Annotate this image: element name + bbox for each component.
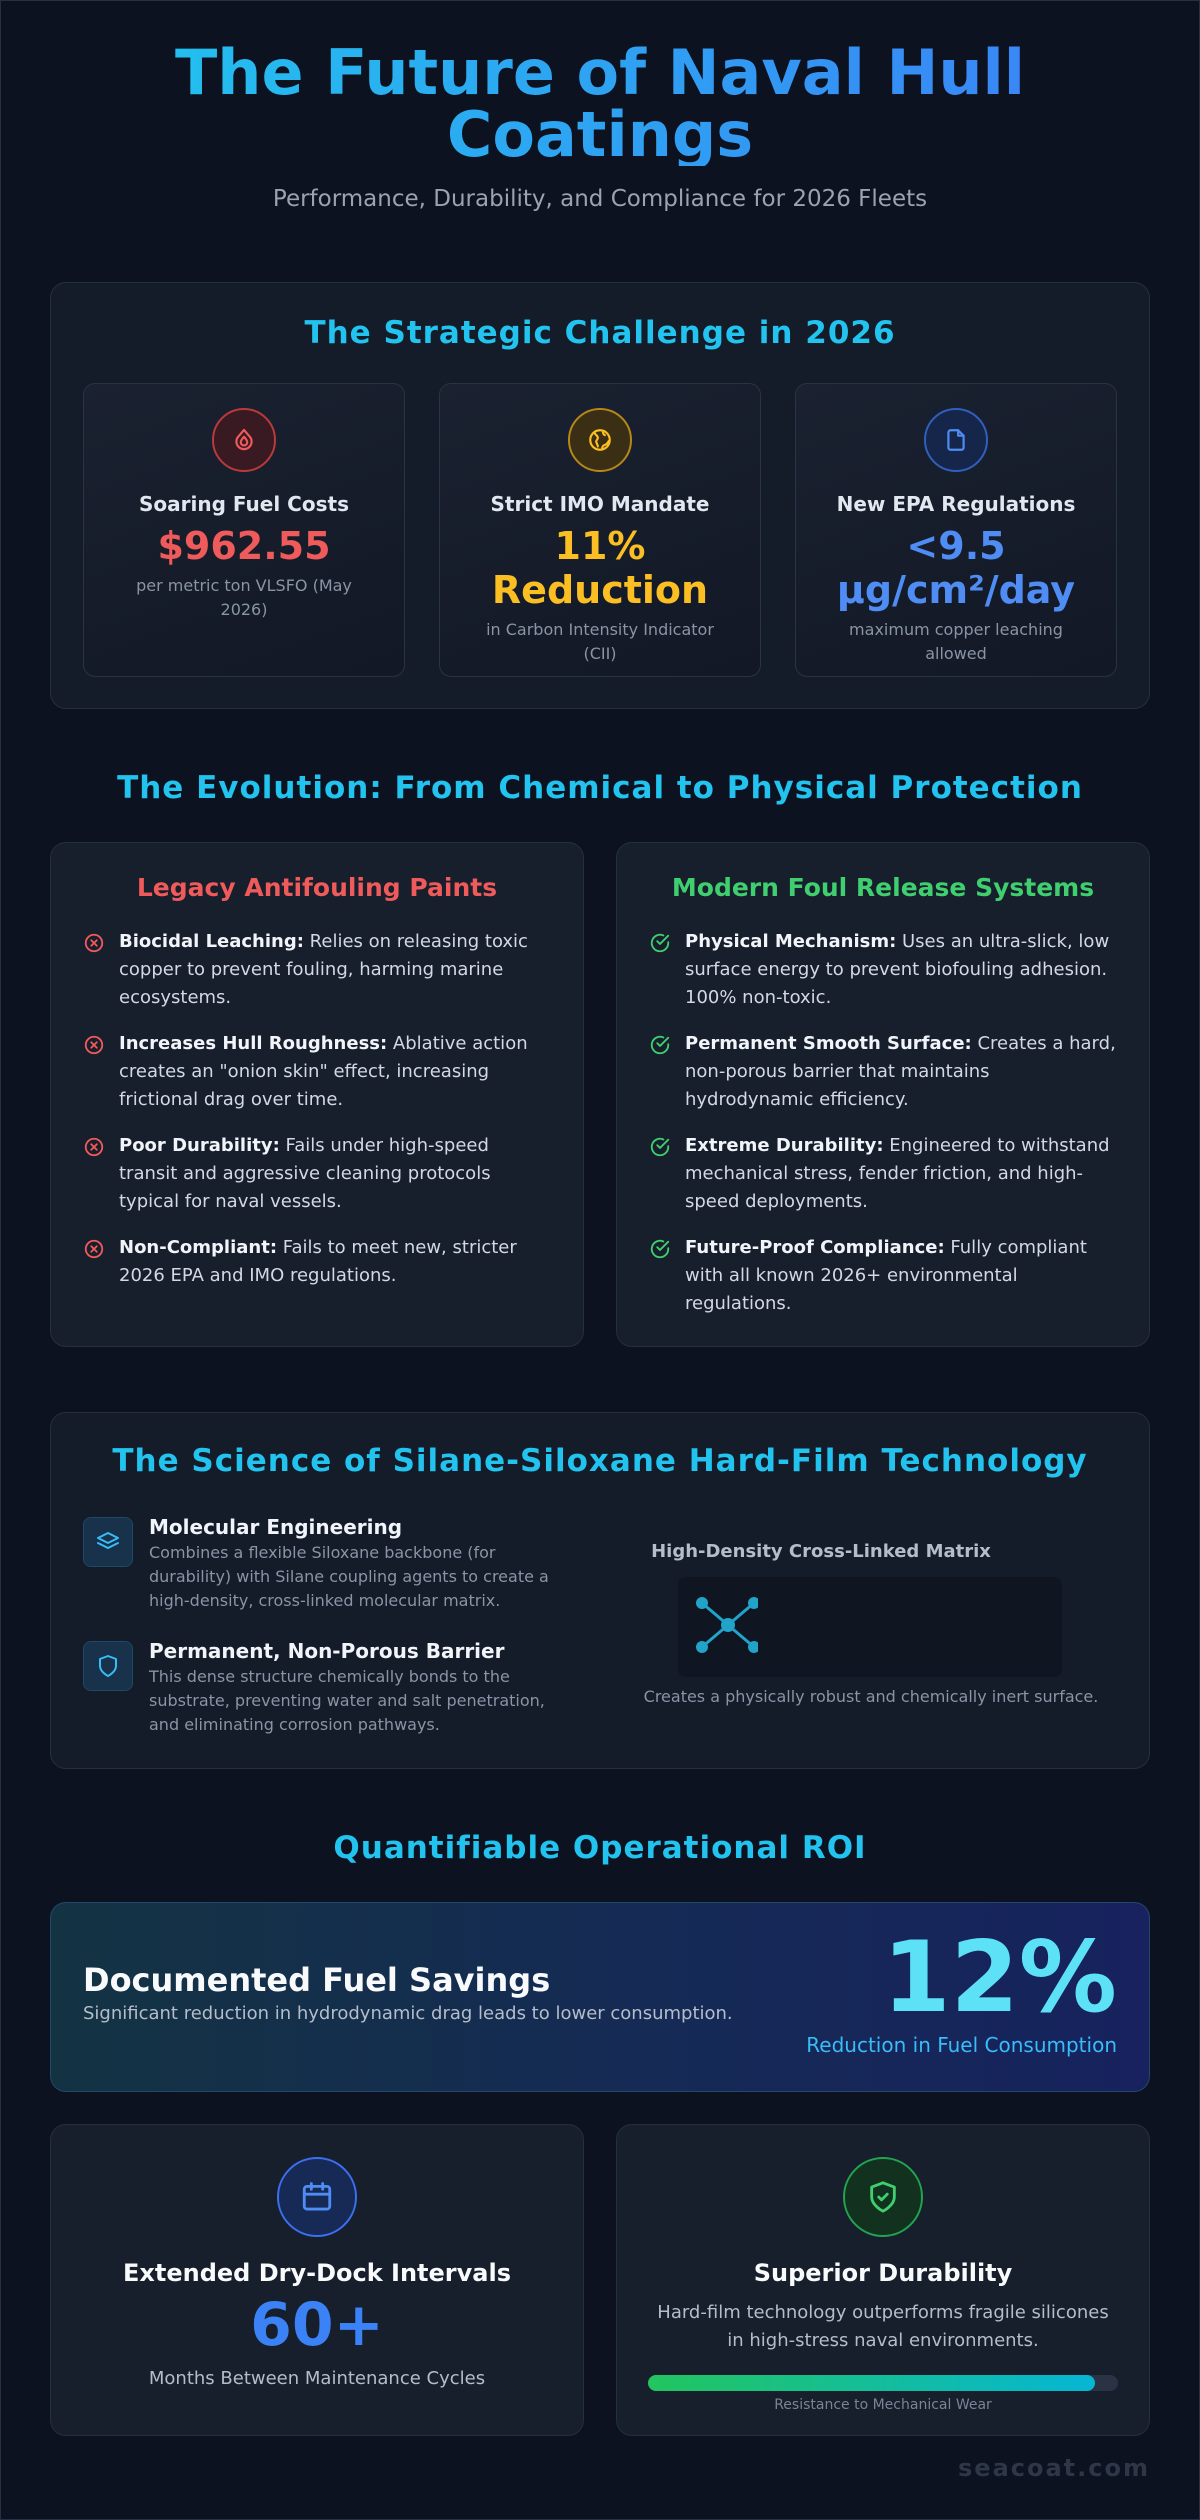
- molecule-diagram: [678, 1577, 1062, 1677]
- stat-label: New EPA Regulations: [836, 492, 1076, 516]
- list-item: [649, 1234, 1117, 1318]
- science-item-title: Molecular Engineering: [149, 1515, 403, 1539]
- modern-card: [616, 842, 1150, 1347]
- stat-card-fuel: [83, 383, 405, 677]
- modern-title: Modern Foul Release Systems: [671, 873, 1095, 902]
- stat-note: in Carbon Intensity Indicator (CII): [486, 620, 714, 663]
- x-circle-icon: [83, 1034, 105, 1056]
- science-item: [83, 1515, 563, 1613]
- item-bold: Poor Durability:: [119, 1135, 280, 1156]
- brand-logo: seacoat.com: [958, 2454, 1150, 2482]
- science-title: The Science of Silane-Siloxane Hard-Film Technology: [112, 1443, 1088, 1479]
- matrix-title: High-Density Cross-Linked Matrix: [651, 1541, 991, 1562]
- shield-check-icon: [843, 2157, 923, 2237]
- matrix-caption: Creates a physically robust and chemically inert surface.: [643, 1687, 1099, 1706]
- science-item: [83, 1639, 563, 1737]
- shield-icon: [83, 1641, 133, 1691]
- item-text: Fully compliant with all known 2026+ environmental regulations.: [685, 1237, 1087, 1314]
- item-text: Engineered to withstand mechanical stress, fender friction, and high-speed deployments.: [685, 1135, 1110, 1212]
- item-bold: Biocidal Leaching:: [119, 931, 304, 952]
- durability-title: Superior Durability: [753, 2259, 1013, 2287]
- durability-bar: [648, 2375, 1118, 2391]
- list-item: [83, 1030, 551, 1114]
- drydock-card: [50, 2124, 584, 2436]
- list-item: [83, 928, 551, 1012]
- fuel-savings-label: Reduction in Fuel Consumption: [806, 2033, 1117, 2057]
- challenge-title: The Strategic Challenge in 2026: [304, 315, 896, 351]
- page-subtitle: Performance, Durability, and Compliance for 2026 Fleets: [272, 186, 928, 212]
- evolution-title: The Evolution: From Chemical to Physical Protection: [117, 770, 1083, 806]
- x-circle-icon: [83, 1136, 105, 1158]
- durability-card: [616, 2124, 1150, 2436]
- durability-text: Hard-film technology outperforms fragile silicones in high-stress naval environments.: [657, 2302, 1109, 2351]
- calendar-icon: [277, 2157, 357, 2237]
- stat-note: per metric ton VLSFO (May 2026): [136, 576, 352, 619]
- document-icon: [924, 408, 988, 472]
- item-bold: Extreme Durability:: [685, 1135, 884, 1156]
- fuel-savings-banner: [50, 1902, 1150, 2092]
- item-text: Relies on releasing toxic copper to prevent fouling, harming marine ecosystems.: [119, 931, 528, 1008]
- globe-icon: [568, 408, 632, 472]
- stat-value: 11% Reduction: [491, 524, 709, 612]
- list-item: [649, 1132, 1117, 1216]
- legacy-title: Legacy Antifouling Paints: [136, 873, 498, 902]
- list-item: [649, 1030, 1117, 1114]
- x-circle-icon: [83, 1238, 105, 1260]
- droplet-icon: [212, 408, 276, 472]
- roi-title: Quantifiable Operational ROI: [333, 1830, 867, 1866]
- item-text: Fails under high-speed transit and aggressive cleaning protocols typical for naval vessels.: [119, 1135, 491, 1212]
- science-item-text: Combines a flexible Siloxane backbone (for durability) with Silane coupling agents to create a high-density, cross-linked molecular matrix.: [149, 1543, 549, 1610]
- drydock-label: Months Between Maintenance Cycles: [148, 2368, 486, 2389]
- list-item: [83, 1132, 551, 1216]
- stat-note: maximum copper leaching allowed: [849, 620, 1063, 663]
- fuel-savings-text: Significant reduction in hydrodynamic drag leads to lower consumption.: [83, 2003, 733, 2024]
- science-item-title: Permanent, Non-Porous Barrier: [149, 1639, 505, 1663]
- drydock-title: Extended Dry-Dock Intervals: [123, 2259, 511, 2287]
- item-bold: Future-Proof Compliance:: [685, 1237, 945, 1258]
- science-section: [50, 1412, 1150, 1769]
- item-text: Fails to meet new, stricter 2026 EPA and IMO regulations.: [119, 1237, 517, 1286]
- item-text: Ablative action creates an "onion skin" effect, increasing frictional drag over time.: [119, 1033, 528, 1110]
- item-bold: Non-Compliant:: [119, 1237, 278, 1258]
- check-circle-icon: [649, 1136, 671, 1158]
- durability-bar-fill: [648, 2375, 1095, 2391]
- stat-value: $962.55: [157, 524, 331, 568]
- drydock-value: 60+: [250, 2290, 384, 2360]
- science-item-text: This dense structure chemically bonds to the substrate, preventing water and salt penetration, and eliminating corrosion pathways.: [149, 1667, 545, 1734]
- page-title: The Future of Naval Hull Coatings: [100, 42, 1100, 166]
- challenge-section: [50, 282, 1150, 709]
- fuel-savings-value: 12%: [882, 1921, 1117, 2035]
- stat-label: Strict IMO Mandate: [490, 492, 710, 516]
- stat-value: <9.5 µg/cm²/day: [836, 524, 1076, 612]
- durability-bar-label: Resistance to Mechanical Wear: [774, 2397, 992, 2413]
- stat-card-imo: [439, 383, 761, 677]
- stat-card-epa: [795, 383, 1117, 677]
- x-circle-icon: [83, 932, 105, 954]
- legacy-card: [50, 842, 584, 1347]
- fuel-savings-title: Documented Fuel Savings: [83, 1961, 551, 1999]
- item-bold: Physical Mechanism:: [685, 931, 897, 952]
- stat-label: Soaring Fuel Costs: [139, 492, 349, 516]
- item-bold: Permanent Smooth Surface:: [685, 1033, 972, 1054]
- check-circle-icon: [649, 932, 671, 954]
- item-bold: Increases Hull Roughness:: [119, 1033, 388, 1054]
- item-text: Creates a hard, non-porous barrier that maintains hydrodynamic efficiency.: [685, 1033, 1116, 1110]
- list-item: [83, 1234, 551, 1290]
- list-item: [649, 928, 1117, 1012]
- check-circle-icon: [649, 1238, 671, 1260]
- check-circle-icon: [649, 1034, 671, 1056]
- item-text: Uses an ultra-slick, low surface energy to prevent biofouling adhesion. 100% non-toxic.: [685, 931, 1110, 1008]
- molecule-icon: [678, 1577, 758, 1677]
- layers-icon: [83, 1517, 133, 1567]
